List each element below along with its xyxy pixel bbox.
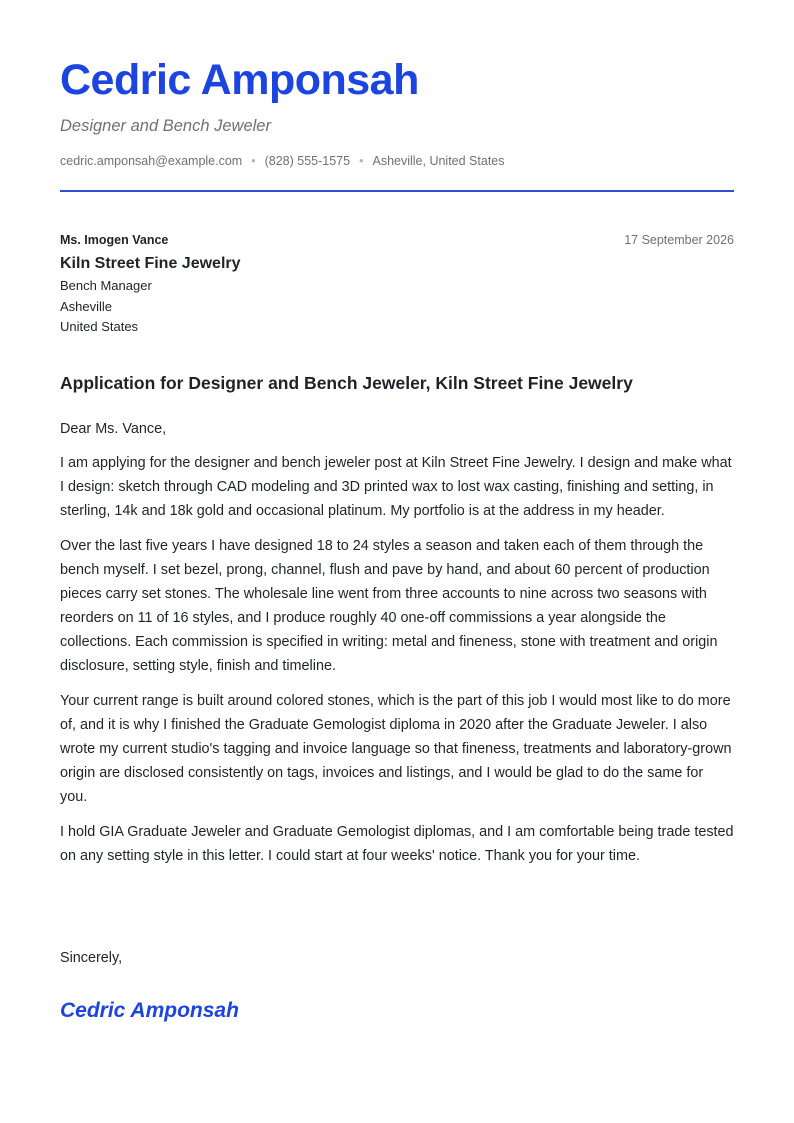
recipient-name: Ms. Imogen Vance bbox=[60, 233, 169, 247]
contact-location: Asheville, United States bbox=[372, 154, 505, 168]
closing: Sincerely, bbox=[60, 950, 123, 966]
letter-date: 17 September 2026 bbox=[624, 233, 734, 247]
contact-separator: • bbox=[251, 154, 256, 168]
recipient-country: United States bbox=[60, 319, 139, 334]
letter-body bbox=[60, 417, 734, 879]
contact-separator: • bbox=[359, 154, 364, 168]
contact-line bbox=[60, 152, 505, 170]
applicant-role: Designer and Bench Jeweler bbox=[60, 117, 271, 135]
recipient-company: Kiln Street Fine Jewelry bbox=[60, 255, 241, 272]
recipient-city: Asheville bbox=[60, 298, 113, 314]
applicant-name: Cedric Amponsah bbox=[60, 56, 419, 104]
body-paragraph: I am applying for the designer and bench jeweler post at Kiln Street Fine Jewelry. I design and make what I design: sketch through CAD modeling and 3D printed wax to lost wax casting, finishing and setting, in sterling, 14k and 18k gold and occasional platinum. My portfolio is at the address in my header. bbox=[60, 455, 732, 519]
signature: Cedric Amponsah bbox=[60, 999, 239, 1022]
salutation: Dear Ms. Vance, bbox=[60, 421, 167, 437]
body-paragraph: Your current range is built around colored stones, which is the part of this job I would most like to do more of, and it is why I finished the Graduate Gemologist diploma in 2020 after the Graduate Jeweler. I also wrote my current studio's tagging and invoice language so that fineness, treatments and laboratory-grown origin are disclosed consistently on tags, invoices and listings, and I would be glad to do the same for you. bbox=[60, 693, 732, 805]
contact-email[interactable]: cedric.amponsah@example.com bbox=[60, 154, 243, 168]
body-paragraph: I hold GIA Graduate Jeweler and Graduate Gemologist diplomas, and I am comfortable being trade tested on any setting style in this letter. I could start at four weeks' notice. Thank you for your time. bbox=[60, 824, 734, 864]
contact-phone[interactable]: (828) 555-1575 bbox=[264, 154, 351, 168]
letter-subject: Application for Designer and Bench Jeweler, Kiln Street Fine Jewelry bbox=[60, 373, 633, 393]
recipient-address bbox=[60, 276, 152, 338]
body-paragraph: Over the last five years I have designed 18 to 24 styles a season and taken each of them through the bench myself. I set bezel, prong, channel, flush and pave by hand, and about 60 percent of production pieces carry set stones. The wholesale line went from three accounts to nine across two seasons with reorders on 11 of 16 styles, and I produce roughly 40 one-off commissions a year alongside the collections. Each commission is specified in writing: metal and fineness, stone with treatment and origin disclosure, setting style, finish and timeline. bbox=[60, 538, 718, 674]
recipient-title: Bench Manager bbox=[60, 278, 152, 293]
header-divider bbox=[60, 190, 734, 192]
